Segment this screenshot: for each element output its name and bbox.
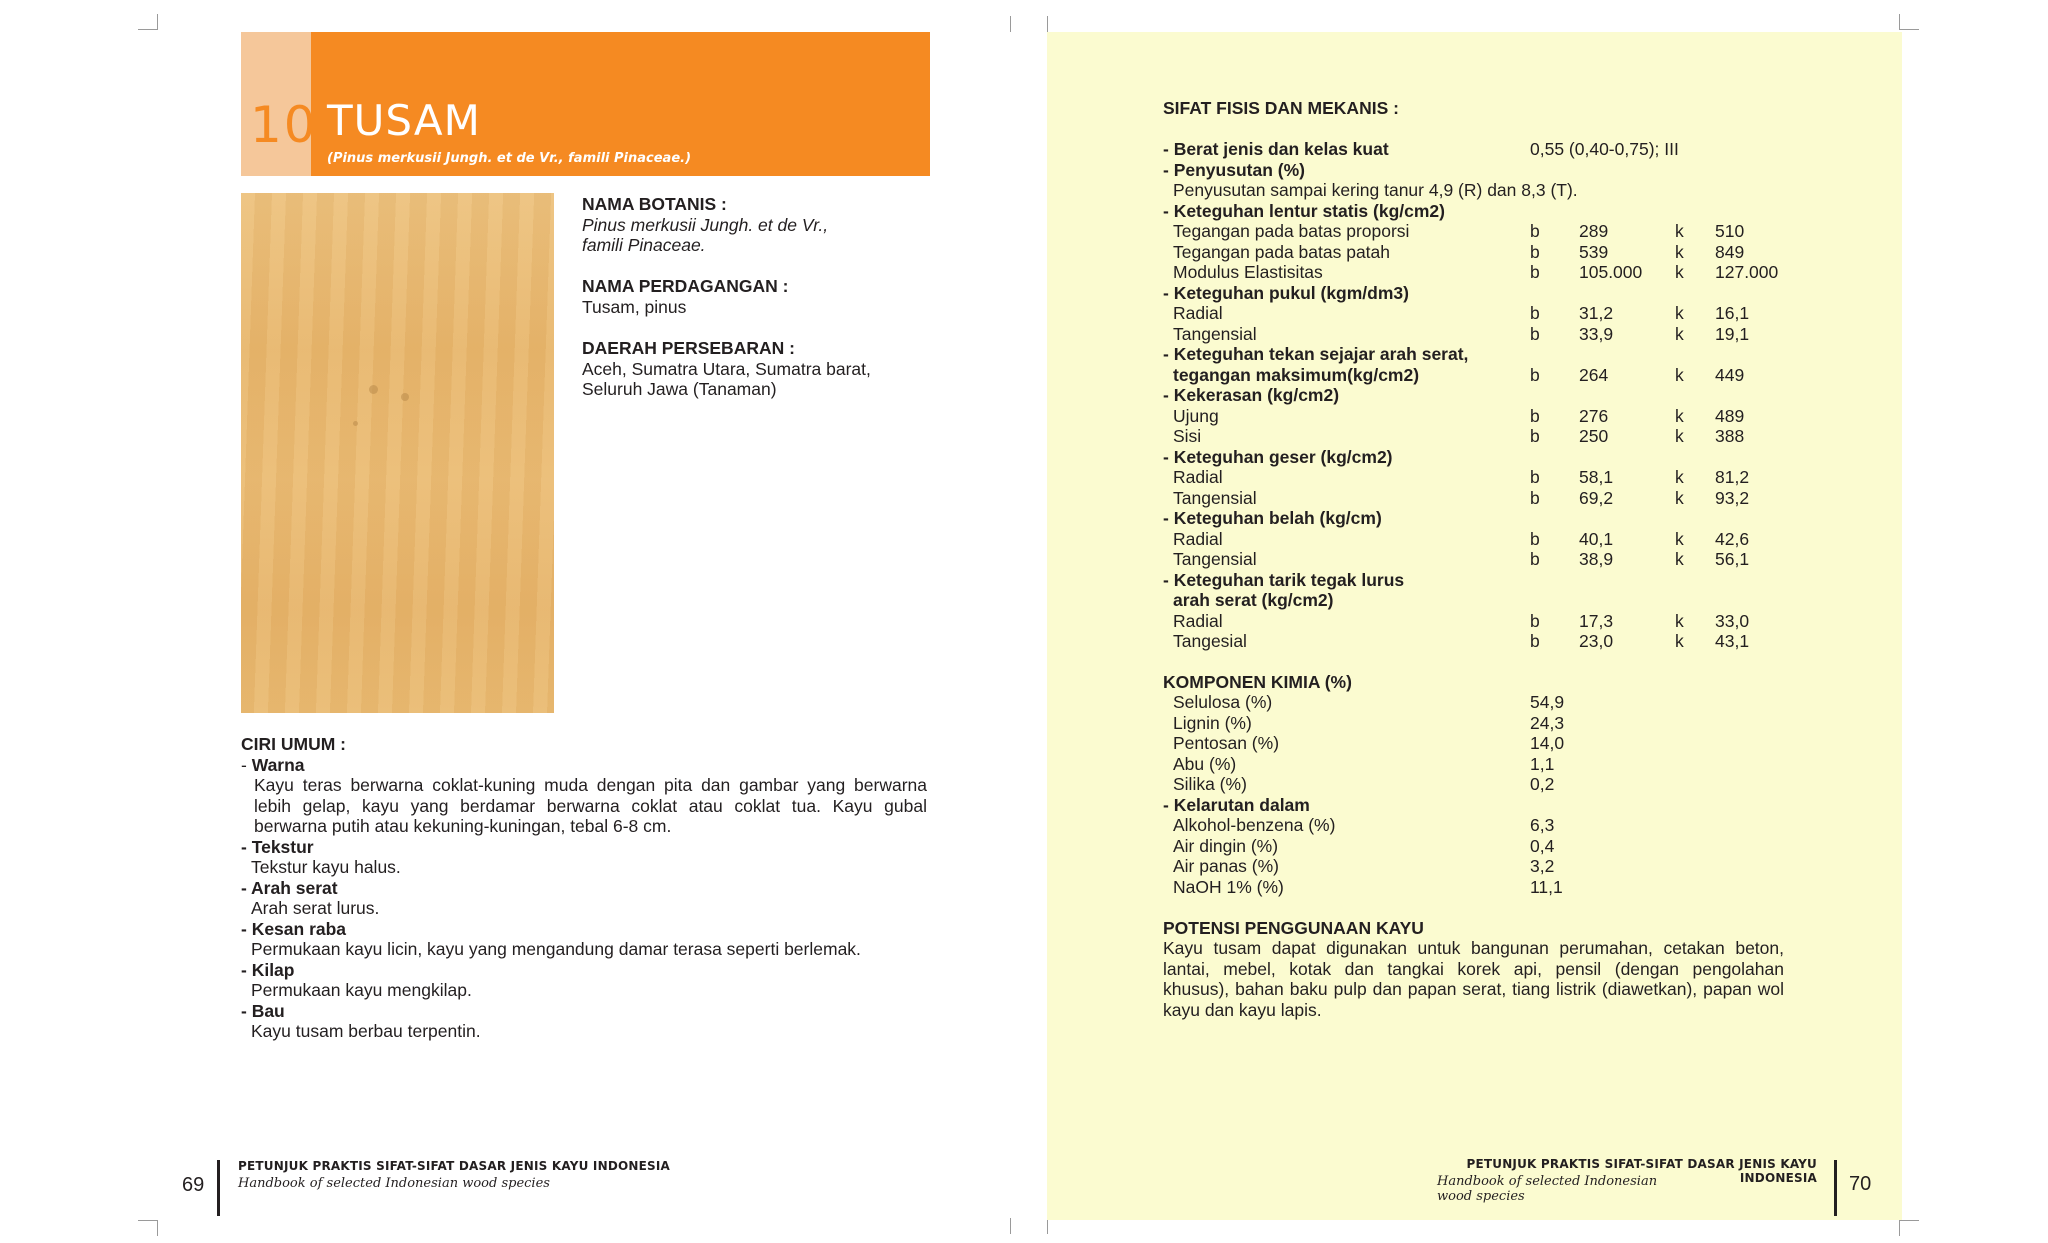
bau-text: Kayu tusam berbau terpentin. [251,1021,481,1041]
property-label: Tegangan pada batas proporsi [1173,221,1410,241]
property-row [1163,303,1863,324]
b-value: 33,9 [1579,323,1614,344]
footer-divider [1834,1160,1837,1216]
region-line: Aceh, Sumatra Utara, Sumatra barat, [582,358,871,379]
property-row [1163,324,1863,345]
tekstur-text: Tekstur kayu halus. [251,857,401,877]
k-value: 43,1 [1715,631,1750,651]
page-subtitle: (Pinus merkusii Jungh. et de Vr., famili Pinaceae.) [327,151,692,166]
property-row [1163,815,1863,836]
b-marker: b [1530,262,1540,282]
b-value: 40,1 [1579,528,1614,549]
k-marker: k [1675,487,1684,508]
warna-text [241,775,927,837]
property-label: Radial [1173,467,1223,487]
b-value: 58,1 [1579,467,1614,487]
property-label: - Keteguhan lentur statis (kg/cm2) [1163,200,1445,221]
b-marker: b [1530,467,1540,487]
property-row [1163,283,1863,304]
b-value: 38,9 [1579,549,1614,569]
property-label: - Berat jenis dan kelas kuat [1163,139,1389,159]
page-number-left: 69 [182,1174,205,1196]
k-value: 16,1 [1715,303,1750,323]
property-value: 24,3 [1530,712,1565,733]
property-label: Radial [1173,303,1223,323]
property-label: arah serat (kg/cm2) [1173,590,1334,610]
k-marker: k [1675,528,1684,549]
page-title: TUSAM [327,96,481,145]
crop-mark [1899,29,1919,30]
property-row [1163,406,1863,427]
k-value: 56,1 [1715,549,1750,569]
property-row [1163,221,1863,242]
warna-line: lebih gelap, kayu yang berdamar berwarna coklat atau coklat tua. Kayu gubal [254,795,927,816]
property-row [1163,180,1863,201]
property-label: Lignin (%) [1173,712,1252,733]
botanical-name: Pinus merkusii Jungh. et de Vr., [582,214,829,235]
crop-mark [138,29,158,30]
kimia-table [1163,692,1863,902]
region-line: Seluruh Jawa (Tanaman) [582,379,777,399]
crop-mark [1899,14,1900,30]
property-row [1163,426,1863,447]
property-label: Ujung [1173,405,1219,426]
kesan-raba-text: Permukaan kayu licin, kayu yang mengandung damar terasa seperti berlemak. [251,939,861,959]
property-row [1163,262,1863,283]
b-value: 250 [1579,426,1609,446]
crop-mark [1010,1218,1011,1234]
crop-mark [1047,1218,1048,1234]
k-marker: k [1675,467,1684,487]
property-row [1163,447,1863,468]
property-label: Pentosan (%) [1173,733,1280,753]
sifat-heading: SIFAT FISIS DAN MEKANIS : [1163,98,1399,118]
k-value: 42,6 [1715,528,1750,549]
property-row [1163,549,1863,570]
footer-subtitle-left: Handbook of selected Indonesian wood species [238,1176,550,1191]
property-row [1163,692,1863,713]
b-marker: b [1530,323,1540,344]
region-section [582,338,871,400]
b-marker: b [1530,364,1540,385]
property-label: Alkohol-benzena (%) [1173,815,1336,835]
property-row [1163,160,1863,181]
potensi-line: khusus), bahan baku pulp dan papan serat, tiang listrik (diawetkan), papan wol [1163,979,1784,999]
property-value: 3,2 [1530,856,1555,876]
property-row [1163,488,1863,509]
potensi-text [1163,938,1784,1020]
property-row [1163,774,1863,795]
property-row [1163,529,1863,550]
property-label: Tegangan pada batas patah [1173,241,1390,262]
warna-label-line: - Warna [241,754,305,775]
region-label: DAERAH PERSEBARAN : [582,338,795,358]
property-label: Air panas (%) [1173,856,1280,876]
footer-divider [217,1160,220,1216]
b-value: 105.000 [1579,262,1643,282]
property-value: 14,0 [1530,733,1565,753]
arah-serat-text: Arah serat lurus. [251,898,380,918]
property-value: 11,1 [1530,876,1563,897]
k-marker: k [1675,262,1684,282]
b-value: 17,3 [1579,610,1614,631]
footer-title-right: PETUNJUK PRAKTIS SIFAT-SIFAT DASAR JENIS KAYU INDONESIA [1466,1157,1817,1185]
property-label: Air dingin (%) [1173,835,1279,856]
k-value: 388 [1715,426,1745,446]
trade-section [582,276,788,317]
k-marker: k [1675,364,1684,385]
property-label: - Kekerasan (kg/cm2) [1163,385,1340,405]
k-marker: k [1675,221,1684,241]
kimia-heading: KOMPONEN KIMIA (%) [1163,672,1352,692]
property-row [1163,344,1863,365]
arah-serat-label: - Arah serat [241,877,338,898]
tekstur-label: - Tekstur [241,836,314,857]
property-label: Penyusutan sampai kering tanur 4,9 (R) dan 8,3 (T). [1173,180,1578,200]
property-label: Silika (%) [1173,774,1247,794]
warna-line: Kayu teras berwarna coklat-kuning muda dengan pita dan gambar yang berwarna [254,775,927,795]
property-label: - Keteguhan belah (kg/cm) [1163,508,1382,528]
botanical-label: NAMA BOTANIS : [582,194,727,214]
botanical-section [582,194,828,256]
trade-value: Tusam, pinus [582,296,687,317]
property-row [1163,836,1863,857]
crop-mark [157,14,158,30]
crop-mark [138,1220,158,1221]
bau-label: - Bau [241,1000,285,1021]
property-row [1163,201,1863,222]
k-value: 489 [1715,405,1745,426]
k-value: 19,1 [1715,323,1750,344]
property-row [1163,795,1863,816]
property-row [1163,385,1863,406]
page-number-right: 70 [1849,1173,1872,1195]
property-label: - Keteguhan tekan sejajar arah serat, [1163,344,1469,364]
property-row [1163,856,1863,877]
b-marker: b [1530,631,1540,651]
k-value: 449 [1715,364,1745,385]
k-marker: k [1675,405,1684,426]
chapter-number: 10 [250,96,318,154]
b-marker: b [1530,528,1540,549]
property-label: tegangan maksimum(kg/cm2) [1173,364,1420,385]
property-row [1163,467,1863,488]
potensi-line: kayu dan kayu lapis. [1163,999,1322,1020]
property-row [1163,139,1863,160]
ciri-umum-section [241,734,927,1042]
b-marker: b [1530,487,1540,508]
b-marker: b [1530,241,1540,262]
property-label: - Keteguhan tarik tegak lurus [1163,569,1405,590]
b-value: 539 [1579,241,1609,262]
b-marker: b [1530,405,1540,426]
b-value: 23,0 [1579,631,1614,651]
k-value: 81,2 [1715,467,1750,487]
crop-mark [157,1220,158,1236]
kilap-text: Permukaan kayu mengkilap. [251,980,472,1000]
ciri-heading: CIRI UMUM : [241,734,346,754]
sifat-table [1163,139,1863,659]
botanical-family: famili Pinaceae. [582,235,706,255]
property-value: 6,3 [1530,815,1555,835]
property-label: Tangensial [1173,323,1257,344]
property-label: Radial [1173,610,1223,631]
property-label: Tangensial [1173,487,1257,508]
property-row [1163,877,1863,898]
property-row [1163,508,1863,529]
k-marker: k [1675,323,1684,344]
property-label: NaOH 1% (%) [1173,876,1284,897]
k-value: 127.000 [1715,262,1779,282]
k-marker: k [1675,241,1684,262]
property-row [1163,590,1863,611]
wood-sample-image [241,193,554,713]
property-label: Tangesial [1173,631,1247,651]
property-label: - Keteguhan geser (kg/cm2) [1163,446,1393,467]
trade-label: NAMA PERDAGANGAN : [582,276,789,296]
k-value: 849 [1715,241,1745,262]
kesan-raba-label: - Kesan raba [241,918,347,939]
crop-mark [1899,1220,1900,1236]
property-label: Tangensial [1173,549,1257,569]
k-value: 510 [1715,221,1745,241]
b-value: 276 [1579,405,1609,426]
crop-mark [1899,1220,1919,1221]
property-row [1163,242,1863,263]
k-marker: k [1675,610,1684,631]
b-marker: b [1530,549,1540,569]
property-value: 54,9 [1530,692,1565,712]
property-value: 0,55 (0,40-0,75); III [1530,139,1679,159]
b-value: 69,2 [1579,487,1614,508]
k-marker: k [1675,631,1684,651]
property-value: 1,1 [1530,753,1555,774]
crop-mark [1047,16,1048,32]
property-label: Selulosa (%) [1173,692,1273,712]
footer-title-left: PETUNJUK PRAKTIS SIFAT-SIFAT DASAR JENIS KAYU INDONESIA [238,1159,671,1173]
property-row [1163,754,1863,775]
potensi-heading: POTENSI PENGGUNAAN KAYU [1163,918,1424,938]
k-marker: k [1675,303,1684,323]
b-marker: b [1530,221,1540,241]
property-row [1163,733,1863,754]
warna-label: Warna [251,754,305,775]
b-marker: b [1530,610,1540,631]
k-value: 33,0 [1715,610,1750,631]
property-row [1163,365,1863,386]
property-label: - Keteguhan pukul (kgm/dm3) [1163,282,1409,303]
k-value: 93,2 [1715,487,1750,508]
property-row [1163,611,1863,632]
b-marker: b [1530,303,1540,323]
b-marker: b [1530,426,1540,446]
property-label: Radial [1173,528,1223,549]
k-marker: k [1675,426,1684,446]
property-label: - Kelarutan dalam [1163,794,1310,815]
b-value: 31,2 [1579,303,1614,323]
potensi-line: Kayu tusam dapat digunakan untuk bangunan perumahan, cetakan beton, [1163,938,1784,958]
property-label: Abu (%) [1173,753,1237,774]
footer-subtitle-right: Handbook of selected Indonesian wood species [1437,1174,1658,1204]
property-row [1163,631,1863,652]
k-marker: k [1675,549,1684,569]
warna-line: berwarna putih atau kekuning-kuningan, tebal 6-8 cm. [254,816,672,836]
property-value: 0,4 [1530,835,1555,856]
kilap-label: - Kilap [241,959,295,980]
b-value: 289 [1579,221,1609,241]
property-row [1163,570,1863,591]
potensi-line: lantai, mebel, kotak dan tangkai korek api, pensil (dengan pengolahan [1163,958,1784,979]
property-label: Sisi [1173,426,1202,446]
property-value: 0,2 [1530,774,1555,794]
property-label: Modulus Elastisitas [1173,262,1323,282]
b-value: 264 [1579,364,1609,385]
property-label: - Penyusutan (%) [1163,159,1305,180]
property-row [1163,713,1863,734]
crop-mark [1010,16,1011,32]
